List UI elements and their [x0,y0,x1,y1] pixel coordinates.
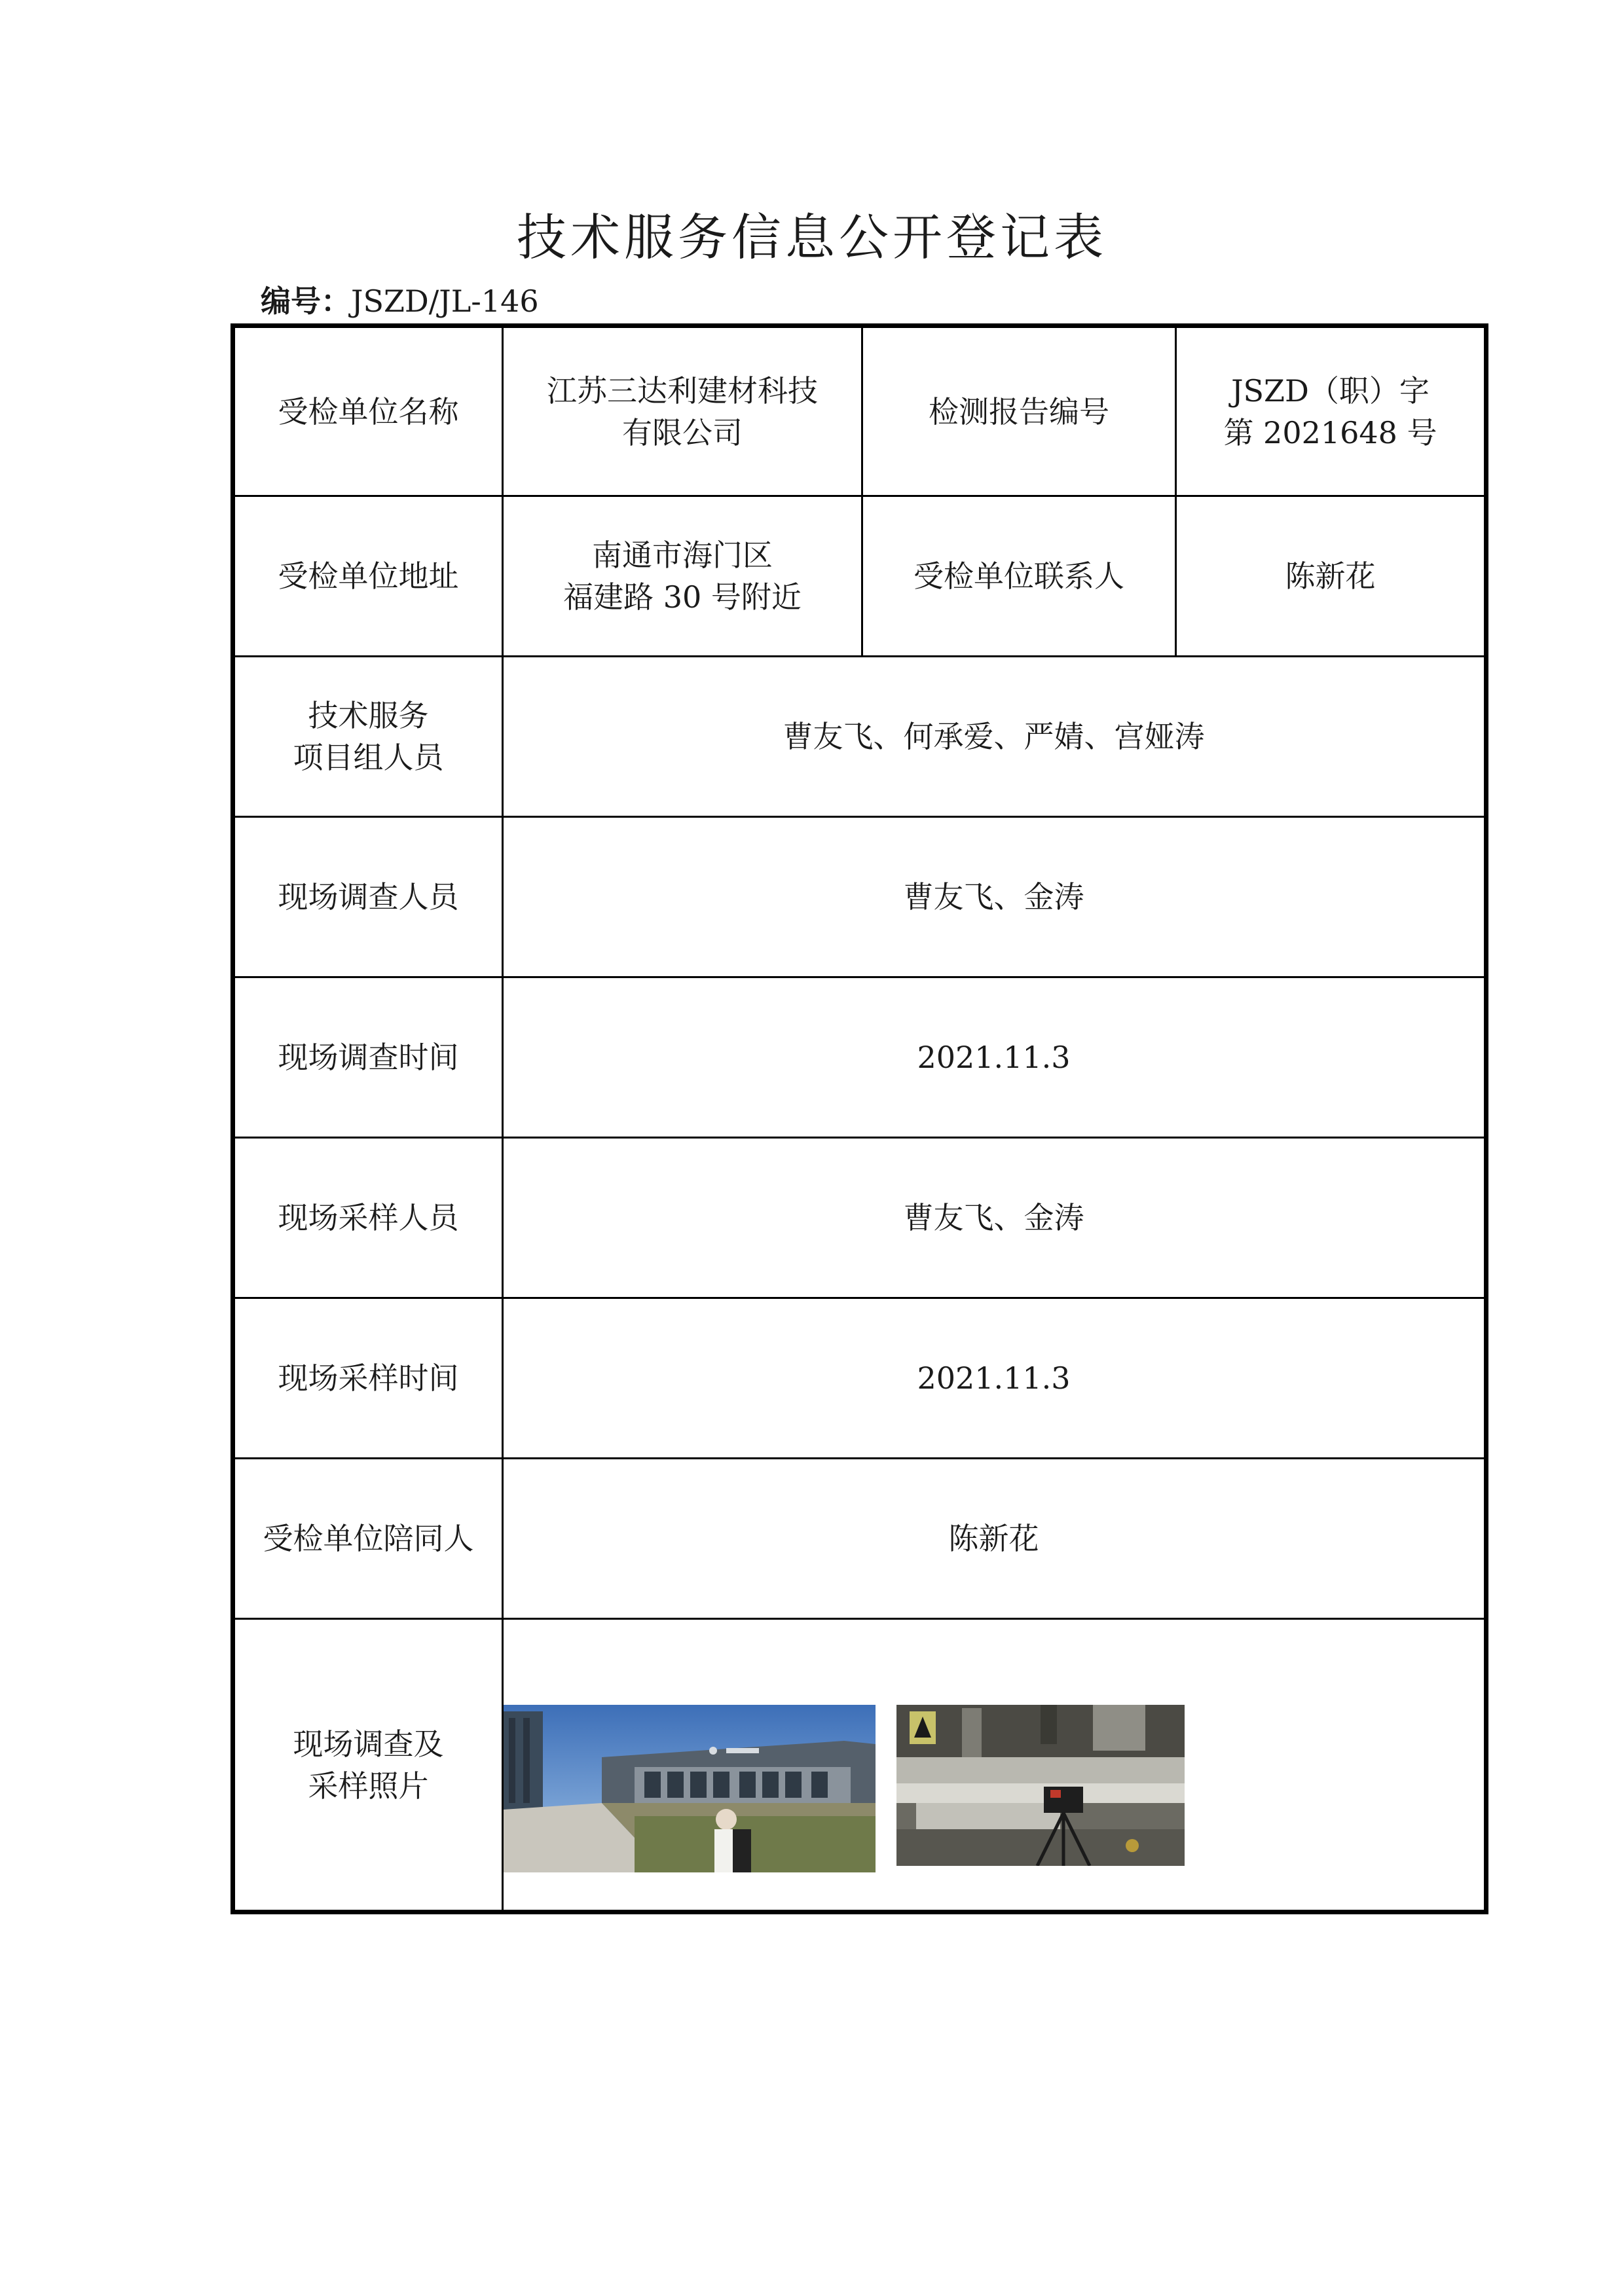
address-value [503,496,862,657]
photos-label-line1: 现场调查及 [293,1726,444,1762]
contact-value: 陈新花 [1176,496,1486,657]
address-line2: 福建路 30 号附近 [563,579,802,615]
registration-form-table [231,323,1488,1914]
table-row [233,817,1486,977]
document-number [261,283,539,319]
unit-name-value [503,326,862,496]
sampling-time-label: 现场采样时间 [233,1298,503,1459]
sampling-staff-value: 曹友飞、金涛 [503,1138,1486,1298]
survey-time-label: 现场调查时间 [233,977,503,1138]
team-label-line2: 项目组人员 [293,740,444,775]
sampling-equipment-photo [896,1705,1185,1866]
factory-exterior-photo [504,1705,876,1872]
photos-label-line2: 采样照片 [308,1768,429,1804]
unit-name-line1: 江苏三达利建材科技 [547,373,818,409]
sampling-staff-label: 现场采样人员 [233,1138,503,1298]
survey-time-value: 2021.11.3 [503,977,1486,1138]
unit-name-label: 受检单位名称 [233,326,503,496]
table-row [233,1298,1486,1459]
report-no-line1: JSZD（职）字 [1231,373,1430,409]
photos-label [233,1619,503,1912]
escort-label: 受检单位陪同人 [233,1459,503,1619]
table-row [233,977,1486,1138]
page-title: 技术服务信息公开登记表 [517,208,1107,266]
table-row [233,1459,1486,1619]
address-label: 受检单位地址 [233,496,503,657]
contact-label: 受检单位联系人 [862,496,1176,657]
report-no-value [1176,326,1486,496]
survey-staff-label: 现场调查人员 [233,817,503,977]
escort-value: 陈新花 [503,1459,1486,1619]
document-number-label: 编号： [261,283,351,319]
document-number-value: JSZD/JL-146 [351,283,539,319]
report-no-label: 检测报告编号 [862,326,1176,496]
address-line1: 南通市海门区 [592,538,773,573]
report-no-line2: 第 2021648 号 [1223,414,1437,450]
team-label [233,657,503,817]
unit-name-line2: 有限公司 [622,414,743,450]
sampling-time-value: 2021.11.3 [503,1298,1486,1459]
team-label-line1: 技术服务 [308,698,429,733]
table-row [233,1619,1486,1912]
team-value: 曹友飞、何承爱、严婧、宫娅涛 [503,657,1486,817]
survey-staff-value: 曹友飞、金涛 [503,817,1486,977]
photos-cell [503,1619,1486,1912]
table-row [233,326,1486,496]
table-row [233,1138,1486,1298]
table-row [233,496,1486,657]
table-row [233,657,1486,817]
